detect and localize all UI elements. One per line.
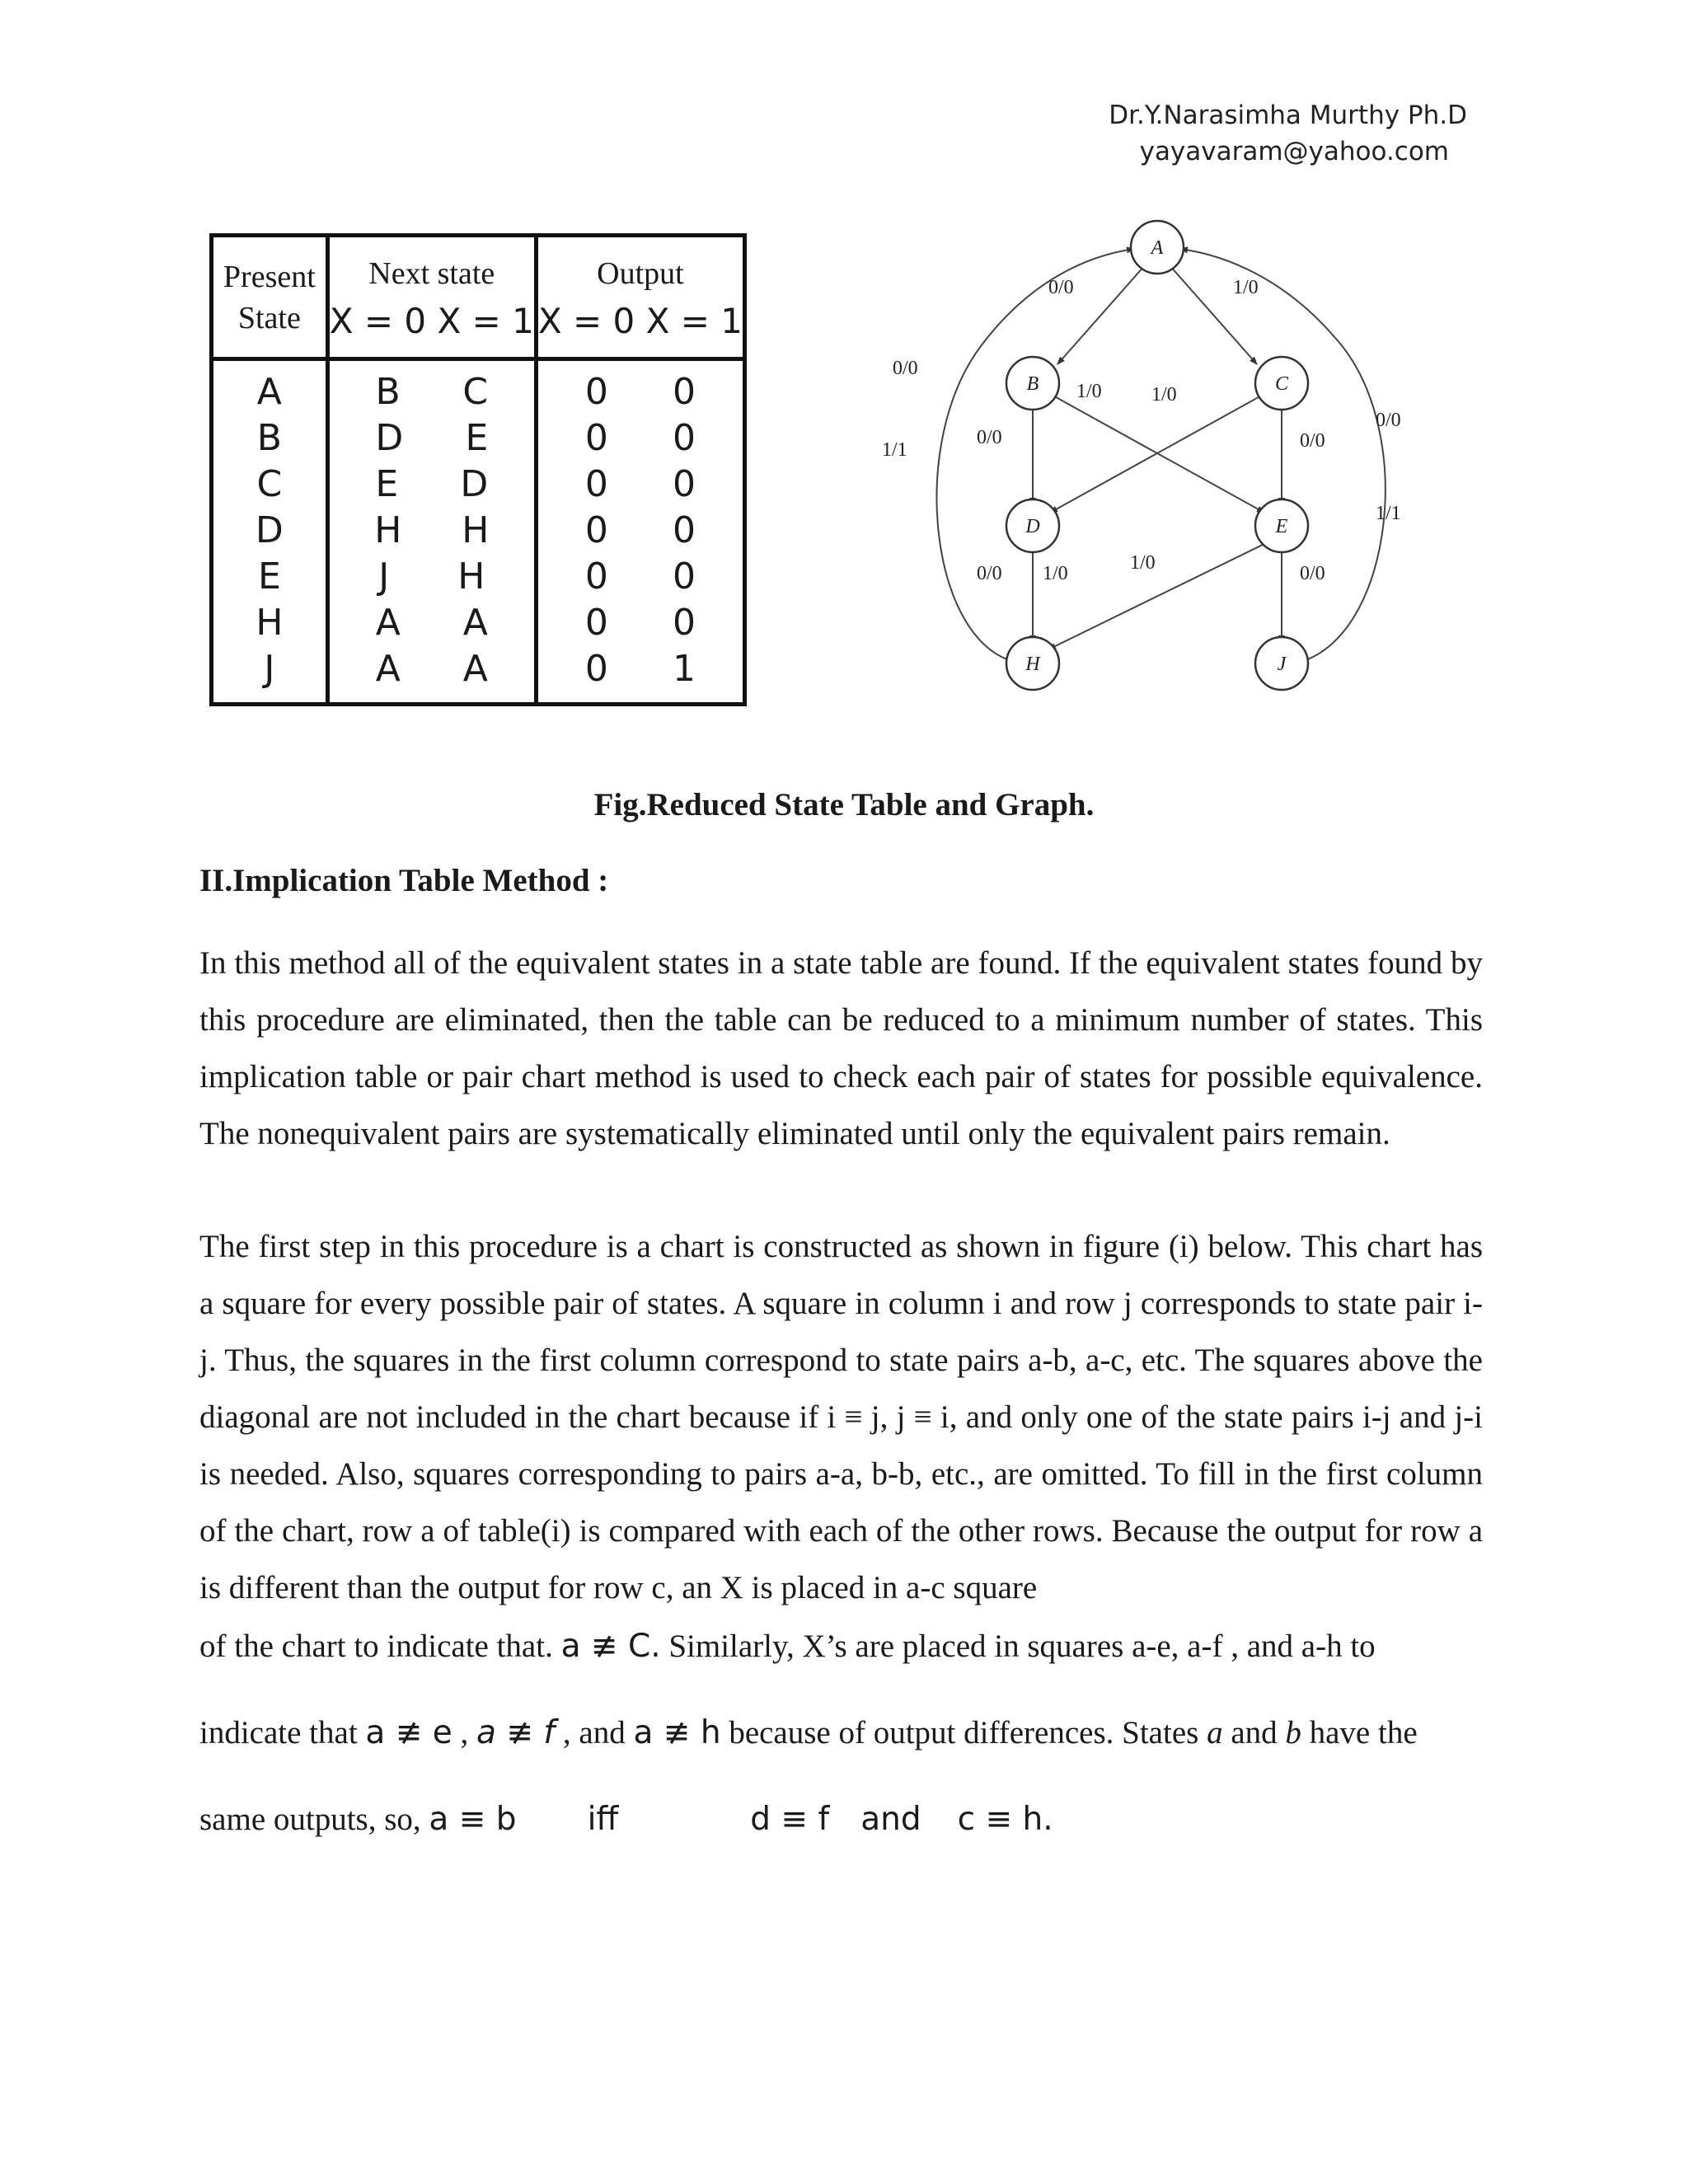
edge-label: 0/0 [1376, 410, 1401, 431]
edge-label: 0/0 [1300, 563, 1325, 584]
edge-label: 1/0 [1130, 552, 1156, 574]
node-label: B [1026, 373, 1039, 395]
edge-label: 0/0 [977, 427, 1002, 448]
paragraph-1: In this method all of the equivalent states in a state table are found. If the equivalent states found by this procedure are eliminated, then the table can be reduced to a minimum number of states. This implication table or pair chart method is used to check each pair of states for possible equivalence. The nonequivalent pairs are systematically eliminated until only the equivalent pairs remain. [199, 945, 1483, 1151]
node-label: C [1274, 373, 1289, 395]
table-row: H A A 0 0 [212, 600, 745, 646]
edge-label: 0/0 [1300, 430, 1325, 452]
node-label: J [1277, 654, 1287, 675]
edge-label: 0/0 [1048, 277, 1074, 298]
table-row: C E D 0 0 [212, 462, 745, 508]
text-line-c: same outputs, so, a ≡ b iff d ≡ f and c ≡ h. [199, 1801, 1053, 1838]
table-row: A B C 0 0 [212, 359, 745, 416]
node-label: H [1025, 654, 1040, 675]
text-line-a: of the chart to indicate that. a ≢ C. Similarly, X’s are placed in squares a-e, a-f , and a-h to [199, 1628, 1376, 1665]
page-header [1109, 97, 1467, 170]
edge-label: 1/0 [1233, 277, 1259, 298]
header-present-state: Present State [212, 236, 328, 359]
table-row: E J H 0 0 [212, 554, 745, 600]
author-email: yayavaram@yahoo.com [1139, 137, 1449, 166]
text-line-b: indicate that a ≢ e , a ≢ f , and a ≢ h because of output differences. States a and b have the [199, 1714, 1418, 1751]
node-label: A [1151, 237, 1164, 259]
state-graph [865, 214, 1426, 709]
table-row: D H H 0 0 [212, 508, 745, 554]
table-row: B D E 0 0 [212, 415, 745, 462]
edge-label: 0/0 [893, 358, 918, 379]
table-row: J A A 0 1 [212, 646, 745, 705]
header-next-state: Next state X = 0 X = 1 [327, 236, 536, 359]
header-output: Output X = 0 X = 1 [536, 236, 744, 359]
edge-label: 1/1 [1376, 503, 1401, 524]
node-label: D [1025, 516, 1040, 537]
edge-e-h [1048, 542, 1268, 649]
edge-label: 0/0 [977, 563, 1002, 584]
edge-label: 1/0 [1043, 563, 1068, 584]
author-name: Dr.Y.Narasimha Murthy Ph.D [1109, 101, 1467, 130]
figure-caption: Fig.Reduced State Table and Graph. [593, 787, 1095, 823]
node-label: E [1275, 516, 1288, 537]
edge-label: 1/0 [1076, 381, 1102, 402]
section-title: II.Implication Table Method : [199, 863, 609, 898]
edge-label: 1/1 [882, 439, 907, 461]
edge-label: 1/0 [1151, 384, 1177, 405]
edge-j-a [1180, 249, 1386, 662]
reduced-state-table [209, 233, 747, 706]
paragraph-2: The first step in this procedure is a chart is constructed as shown in figure (i) below. This chart has a square for every possible pair of states. A square in column i and row j corresponds to state pair i-j. Thus, the squares in the first column correspond to state pairs a-b, a-c, etc. The squares above the diagonal are not included in the chart because if i ≡ j, j ≡ i, and only one of the state pairs i-j and j-i is needed. Also, squares corresponding to pairs a-a, b-b, etc., are omitted. To fill in the first column of the chart, row a of table(i) is compared with each of the other rows. Because the output for row a is different than the output for row c, an X is placed in a-c square [199, 1229, 1483, 1605]
